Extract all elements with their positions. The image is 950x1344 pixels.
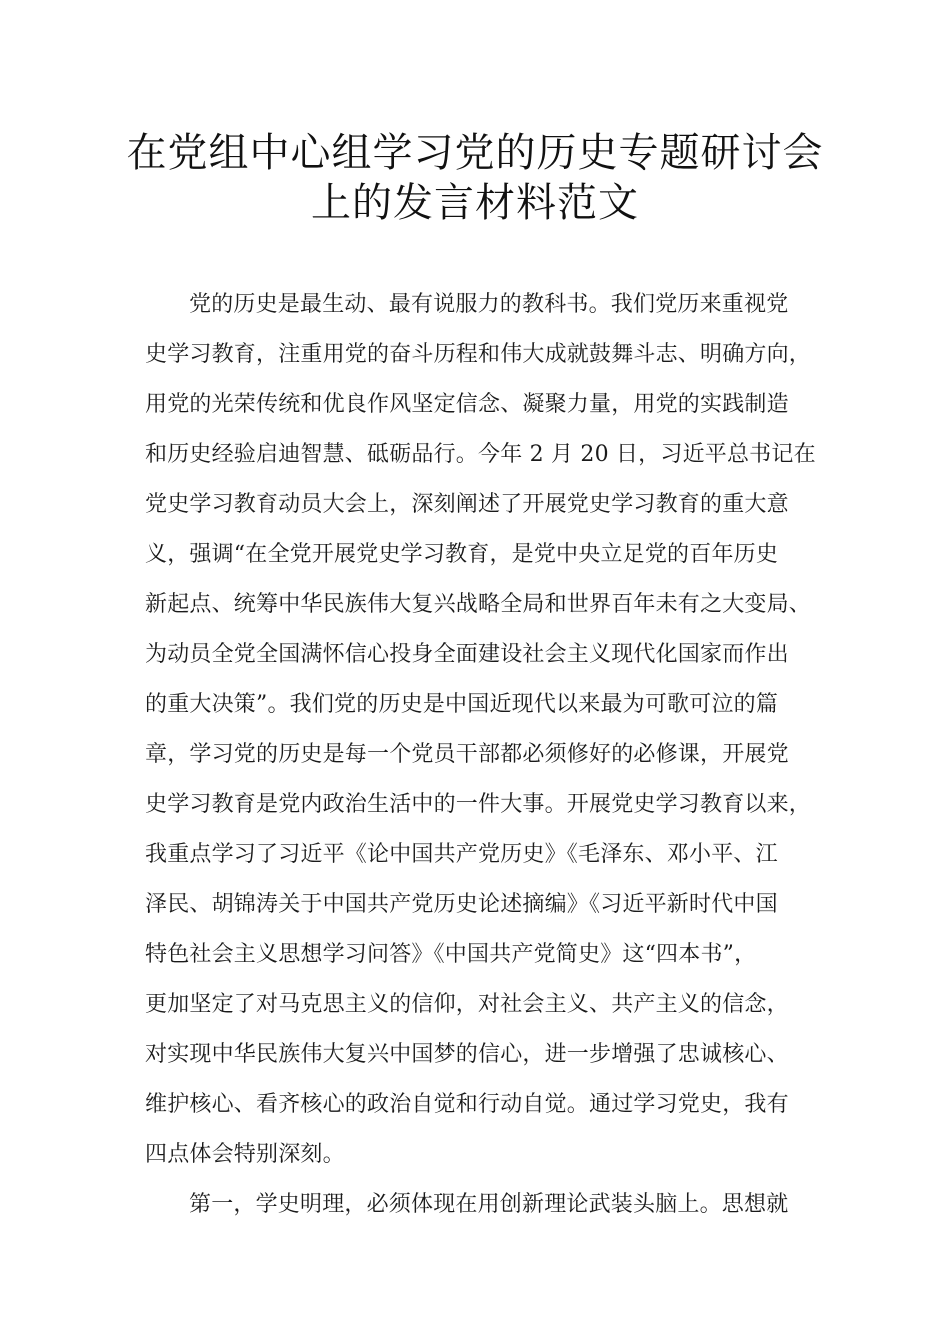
paragraph-line: 我重点学习了习近平《论中国共产党历史》《毛泽东、邓小平、江 <box>145 842 778 867</box>
paragraph-line: 党史学习教育动员大会上，深刻阐述了开展党史学习教育的重大意 <box>145 492 789 517</box>
paragraph-line: 为动员全党全国满怀信心投身全面建设社会主义现代化国家而作出 <box>145 642 789 667</box>
paragraph-line: 四点体会特别深刻。 <box>145 1142 345 1167</box>
paragraph-line: 用党的光荣传统和优良作风坚定信念、凝聚力量，用党的实践制造 <box>145 392 789 417</box>
paragraph-line: 新起点、统筹中华民族伟大复兴战略全局和世界百年未有之大变局、 <box>145 592 812 617</box>
paragraph-line: 对实现中华民族伟大复兴中国梦的信心，进一步增强了忠诚核心、 <box>145 1042 789 1067</box>
paragraph-line: 的重大决策”。我们党的历史是中国近现代以来最为可歌可泣的篇 <box>145 692 779 717</box>
document-body <box>145 280 825 1230</box>
paragraph-line: 章，学习党的历史是每一个党员干部都必须修好的必修课，开展党 <box>145 742 789 767</box>
paragraph-line: 史学习教育，注重用党的奋斗历程和伟大成就鼓舞斗志、明确方向， <box>145 342 812 367</box>
document-title <box>120 128 830 228</box>
title-line-2: 上的发言材料范文 <box>311 180 639 226</box>
paragraph-line: 更加坚定了对马克思主义的信仰，对社会主义、共产主义的信念， <box>145 992 789 1017</box>
paragraph-line: 维护核心、看齐核心的政治自觉和行动自觉。通过学习党史，我有 <box>145 1092 789 1117</box>
paragraph-line: 党的历史是最生动、最有说服力的教科书。我们党历来重视党 <box>189 292 789 317</box>
paragraph-line: 和历史经验启迪智慧、砥砺品行。今年 2 月 20 日，习近平总书记在 <box>145 442 816 467</box>
title-line-1: 在党组中心组学习党的历史专题研讨会 <box>126 130 824 176</box>
paragraph-line: 特色社会主义思想学习问答》《中国共产党简史》这“四本书”， <box>145 942 757 967</box>
paragraph-line: 义，强调“在全党开展党史学习教育，是党中央立足党的百年历史 <box>145 542 779 567</box>
paragraph-line: 史学习教育是党内政治生活中的一件大事。开展党史学习教育以来， <box>145 792 812 817</box>
paragraph-line: 第一，学史明理，必须体现在用创新理论武装头脑上。思想就 <box>189 1192 789 1217</box>
paragraph-line: 泽民、胡锦涛关于中国共产党历史论述摘编》《习近平新时代中国 <box>145 892 778 917</box>
